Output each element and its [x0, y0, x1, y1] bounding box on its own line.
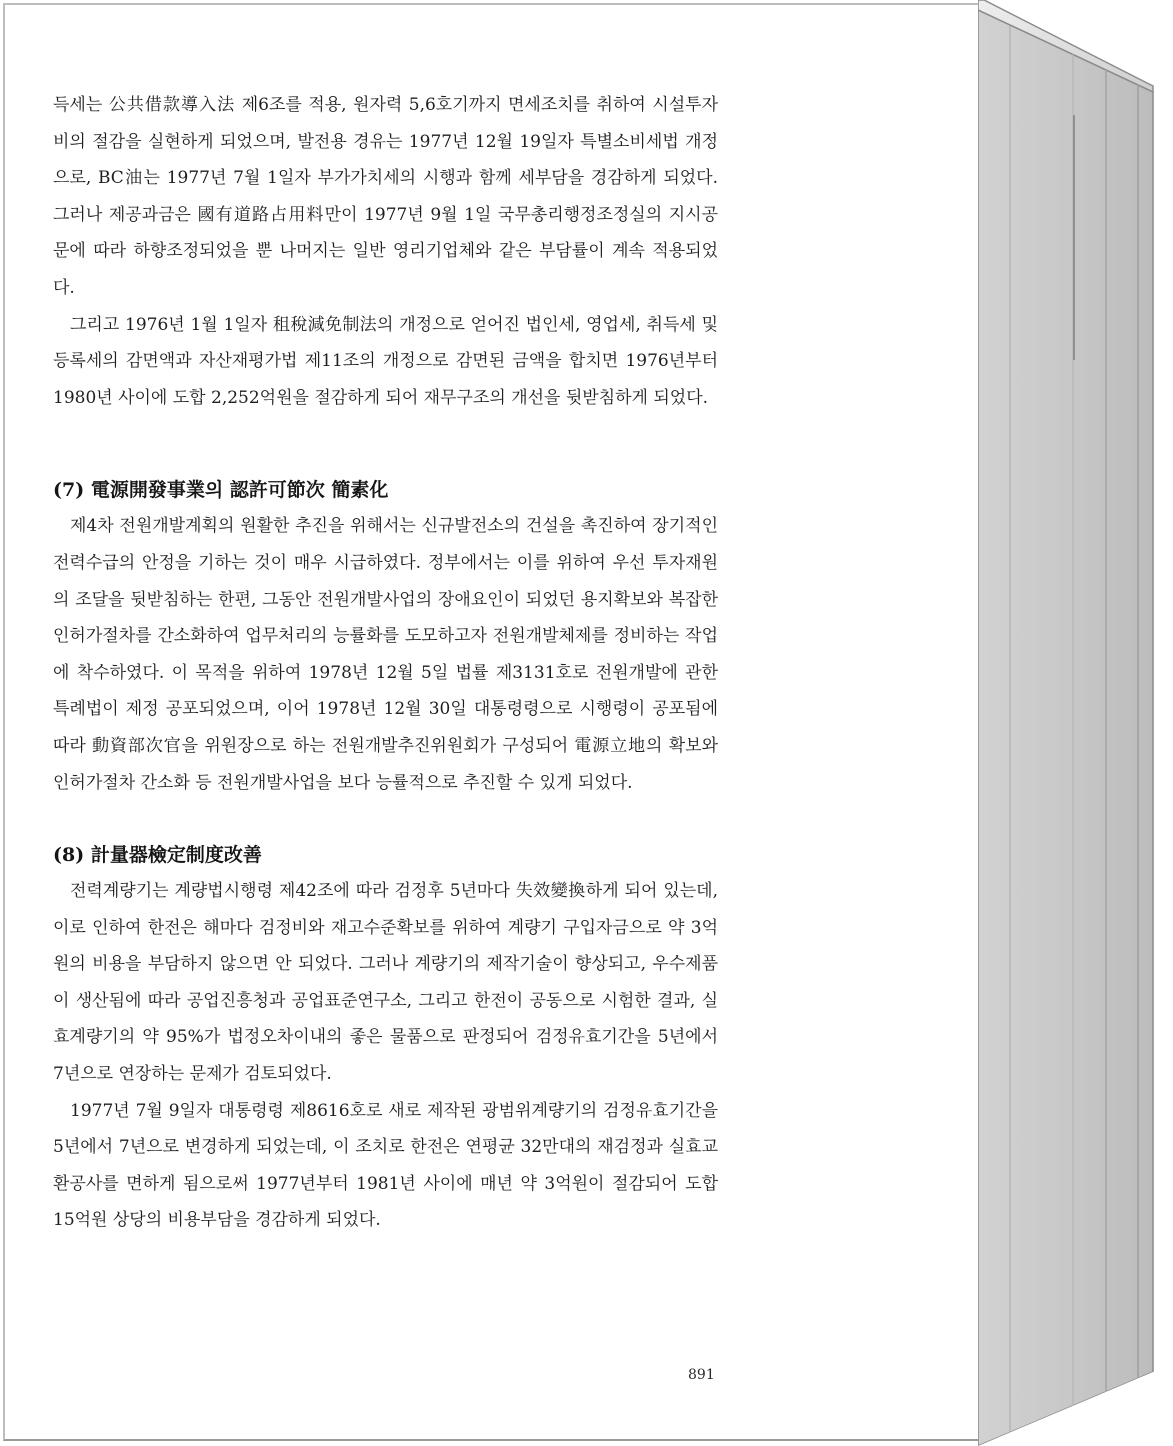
section-heading-7: (7) 電源開發事業의 認許可節次 簡素化 — [53, 479, 389, 502]
section-heading-8: (8) 計量器檢定制度改善 — [53, 844, 262, 867]
page-content — [53, 87, 718, 1239]
page-number: 891 — [688, 1367, 715, 1383]
paragraph-meter-inspection: 전력계량기는 계량법시행령 제42조에 따라 검정후 5년마다 失效變換하게 되어 있는데, 이로 인하여 한전은 해마다 검정비와 재고수준확보를 위하여 계량기 구입자금으로 약 3억원의 비용을 부담하지 않으면 안 되었다. 그러나 계량기의 제작기술이 향상되고, 우수제품이 생산됨에 따라 공업진흥청과 공업표준연구소, 그리고 한전이 공동으로 시험한 결과, 실효계량기의 약 95%가 법정오차이내의 좋은 물품으로 판정되어 검정유효기간을 5년에서 7년으로 연장하는 문제가 검토되었다. — [53, 881, 718, 1085]
document-page — [3, 3, 978, 1441]
paragraph-tax-reduction: 그리고 1976년 1월 1일자 租稅減免制法의 개정으로 얻어진 법인세, 영업세, 취득세 및 등록세의 감면액과 자산재평가법 제11조의 개정으로 감면된 금액을 합치면 1976년부터 1980년 사이에 도합 2,252억원을 절감하게 되어 재무구조의 개선을 뒷받침하게 되었다. — [53, 314, 718, 408]
book-page-edges — [978, 0, 1173, 1446]
paragraph-power-development: 제4차 전원개발계획의 원활한 추진을 위해서는 신규발전소의 건설을 촉진하여 장기적인 전력수급의 안정을 기하는 것이 매우 시급하였다. 정부에서는 이를 위하여 우선 투자재원의 조달을 뒷받침하는 한편, 그동안 전원개발사업의 장애요인이 되었던 용지확보와 복잡한 인허가절차를 간소화하여 업무처리의 능률화를 도모하고자 전원개발체제를 정비하는 작업에 착수하였다. 이 목적을 위하여 1978년 12월 5일 법률 제3131호로 전원개발에 관한 특례법이 제정 공포되었으며, 이어 1978년 12월 30일 대통령령으로 시행령이 공포됨에 따라 動資部次官을 위원장으로 하는 전원개발추진위원회가 구성되어 電源立地의 확보와 인허가절차 간소화 등 전원개발사업을 보다 능률적으로 추진할 수 있게 되었다. — [53, 516, 718, 793]
paragraph-continued: 득세는 公共借款導入法 제6조를 적용, 원자력 5,6호기까지 면세조치를 취하여 시설투자비의 절감을 실현하게 되었으며, 발전용 경유는 1977년 12월 19일자 특별소비세법 개정으로, BC油는 1977년 7월 1일자 부가가치세의 시행과 함께 세부담을 경감하게 되었다. 그러나 제공과금은 國有道路占用料만이 1977년 9월 1일 국무총리행정조정실의 지시공문에 따라 하향조정되었을 뿐 나머지는 일반 영리기업체와 같은 부담률이 계속 적용되었다. — [53, 95, 718, 298]
paragraph-meter-decree: 1977년 7월 9일자 대통령령 제8616호로 새로 제작된 광범위계량기의 검정유효기간을 5년에서 7년으로 변경하게 되었는데, 이 조치로 한전은 연평균 32만대의 재검정과 실효교환공사를 면하게 됨으로써 1977년부터 1981년 사이에 매년 약 3억원이 절감되어 도합 15억원 상당의 비용부담을 경감하게 되었다. — [53, 1100, 718, 1231]
